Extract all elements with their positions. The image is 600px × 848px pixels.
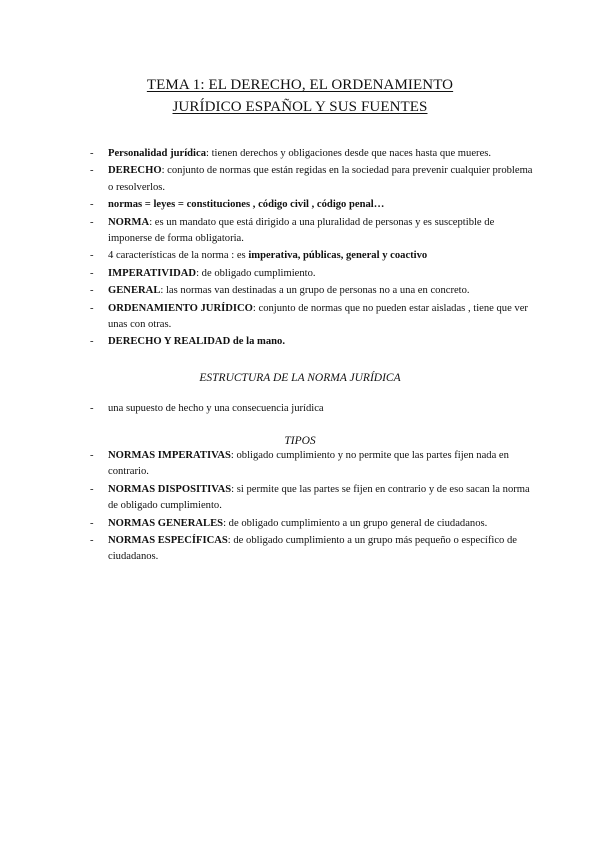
list-item xyxy=(90,266,540,282)
item-term: NORMAS DISPOSITIVAS xyxy=(108,483,232,495)
bullet-dash: - xyxy=(90,165,94,177)
list-item xyxy=(90,448,540,481)
item-text: : las normas van destinadas a un grupo de personas no a una en concreto. xyxy=(160,285,470,297)
item-term: NORMA xyxy=(108,216,150,228)
list-item xyxy=(90,482,540,515)
item-term: ORDENAMIENTO JURÍDICO xyxy=(108,302,253,314)
item-text: : tienen derechos y obligaciones desde que naces hasta que mueres. xyxy=(206,148,492,159)
item-text: : de obligado cumplimiento. xyxy=(196,267,316,279)
bullet-dash: - xyxy=(90,285,94,297)
item-text: : es un mandato que está dirigido a una pluralidad de personas y es susceptible de imponerse de forma obligatoria. xyxy=(108,216,495,245)
bullet-dash: - xyxy=(90,216,94,228)
section-heading-estructura: ESTRUCTURA DE LA NORMA JURÍDICA xyxy=(199,372,401,384)
title-line-1: TEMA 1: EL DERECHO, EL ORDENAMIENTO xyxy=(146,77,454,93)
bullet-dash: - xyxy=(90,450,94,461)
list-item xyxy=(90,248,540,264)
item-text: : de obligado cumplimiento a un grupo más pequeño o específico de ciudadanos. xyxy=(108,535,517,563)
item-term: imperativa, públicas, general y coactivo xyxy=(248,250,428,262)
list-item xyxy=(90,197,540,213)
item-text: : de obligado cumplimiento a un grupo general de ciudadanos. xyxy=(223,517,488,529)
bullet-dash: - xyxy=(90,302,94,314)
bullet-dash: - xyxy=(90,403,94,414)
list-item xyxy=(90,334,540,350)
item-term: IMPERATIVIDAD xyxy=(108,267,197,279)
bullet-dash: - xyxy=(90,483,94,495)
item-term: GENERAL xyxy=(108,285,161,297)
bullet-dash: - xyxy=(90,517,94,529)
list-item xyxy=(90,401,540,417)
tipos-list xyxy=(90,448,540,567)
item-text: : si permite que las partes se fijen en contrario y de eso sacan la norma de obligado cumplimiento. xyxy=(108,483,530,512)
list-item xyxy=(90,533,540,566)
title-line-2: JURÍDICO ESPAÑOL Y SUS FUENTES xyxy=(172,99,428,115)
item-term: NORMAS GENERALES xyxy=(108,517,224,529)
item-term: DERECHO xyxy=(108,165,162,177)
list-item xyxy=(90,215,540,248)
bullet-dash: - xyxy=(90,535,94,547)
item-term: normas = leyes = constituciones , código civil , código penal… xyxy=(108,199,385,211)
bullet-dash: - xyxy=(90,250,94,262)
list-item xyxy=(90,163,540,196)
list-item xyxy=(90,146,540,162)
section-heading-tipos: TIPOS xyxy=(284,435,316,447)
list-item xyxy=(90,283,540,299)
list-item xyxy=(90,516,540,532)
bullet-dash: - xyxy=(90,199,94,211)
estructura-list xyxy=(90,401,540,418)
definitions-list xyxy=(90,146,540,352)
bullet-dash: - xyxy=(90,336,94,348)
document-title xyxy=(60,74,540,118)
item-term: DERECHO Y REALIDAD de la mano. xyxy=(108,336,285,348)
item-text: : conjunto de normas que están regidas en la sociedad para prevenir cualquier problema o resolverlos. xyxy=(108,165,533,193)
item-text: : conjunto de normas que no pueden estar aisladas , tiene que ver unas con otras. xyxy=(108,302,528,331)
item-lead: 4 características de la norma : es xyxy=(108,250,249,262)
bullet-dash: - xyxy=(90,267,94,279)
item-term: NORMAS IMPERATIVAS xyxy=(108,450,231,461)
item-text: : obligado cumplimiento y no permite que las partes fijen nada en contrario. xyxy=(108,450,509,478)
item-term: Personalidad jurídica xyxy=(108,148,206,159)
list-item xyxy=(90,301,540,334)
bullet-dash: - xyxy=(90,148,94,159)
item-text: una supuesto de hecho y una consecuencia jurídica xyxy=(108,403,324,414)
item-term: NORMAS ESPECÍFICAS xyxy=(108,535,228,547)
